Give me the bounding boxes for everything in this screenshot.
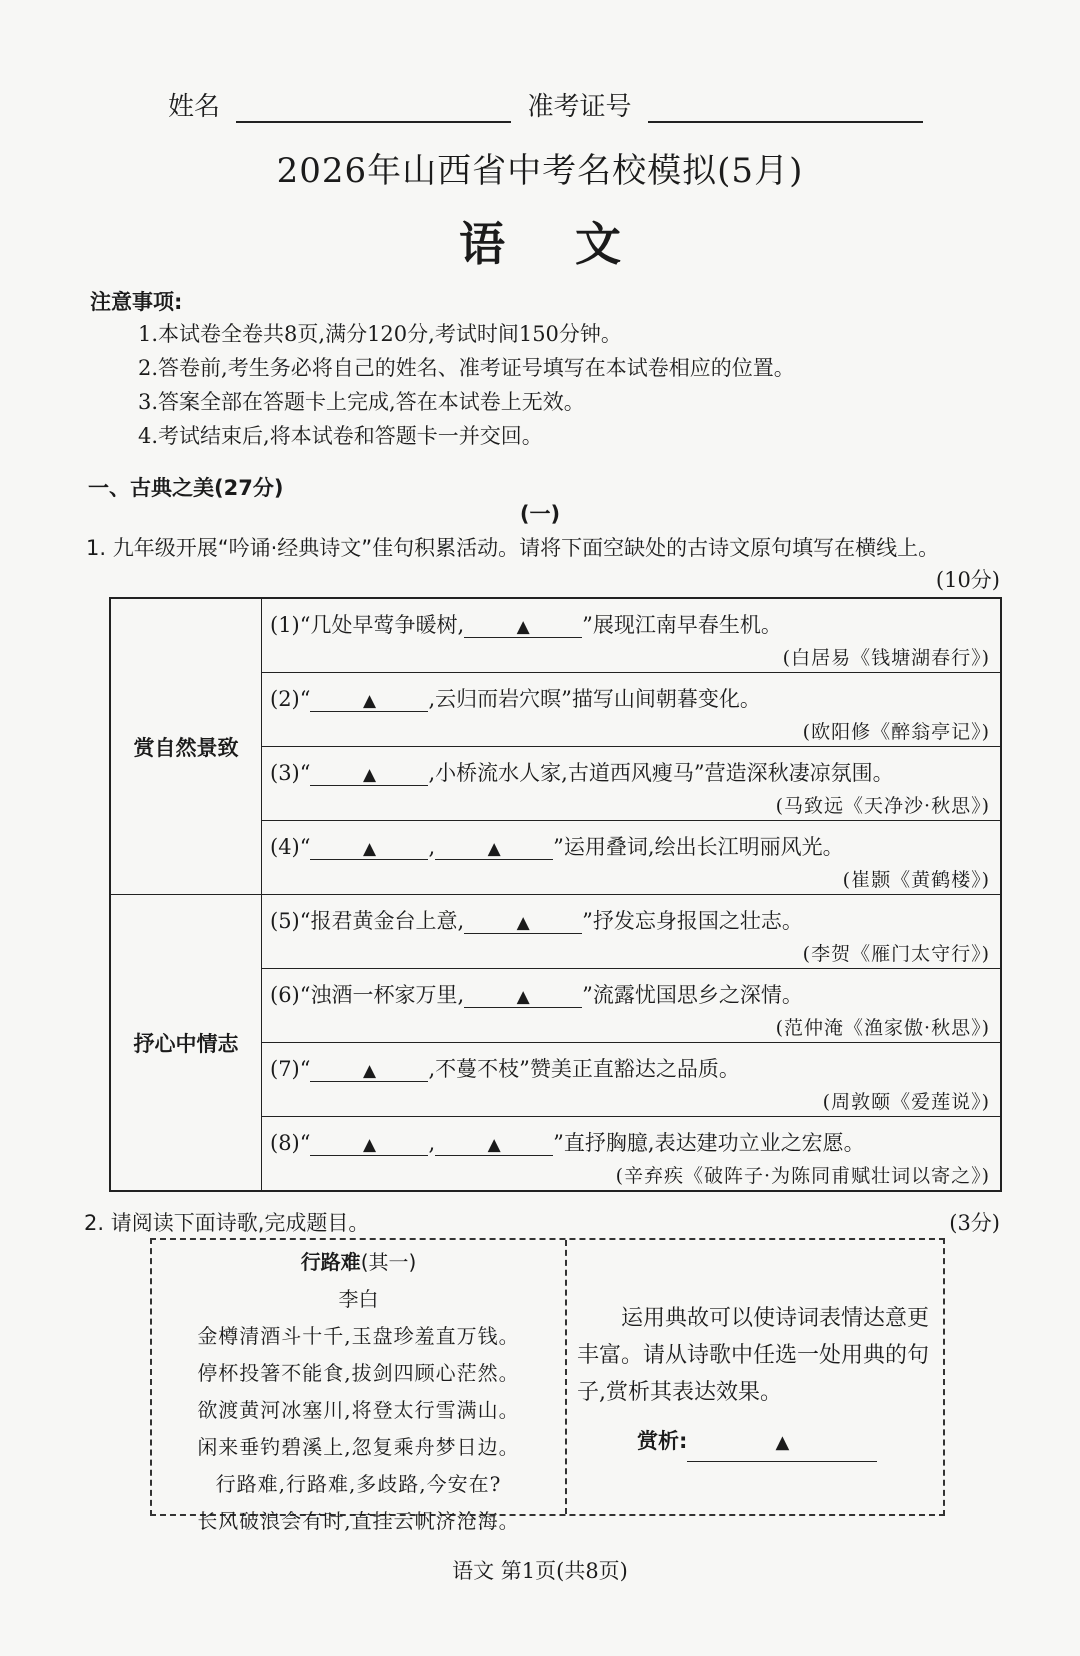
- exam-title: 2026年山西省中考名校模拟(5月): [276, 151, 804, 191]
- source-citation: (崔颢《黄鹤楼》): [842, 869, 990, 891]
- answer-blank[interactable]: ▲: [310, 839, 428, 860]
- answer-blank[interactable]: ▲: [464, 617, 582, 638]
- question-1-text: 1. 九年级开展“吟诵·经典诗文”佳句积累活动。请将下面空缺处的古诗文原句填写在横线上。: [86, 536, 940, 560]
- page-footer: 语文 第1页(共8页): [452, 1559, 628, 1583]
- fill-in-table: [109, 597, 1002, 1192]
- category-nature: 赏自然景致: [110, 598, 262, 895]
- question-2-text: 2. 请阅读下面诗歌,完成题目。: [84, 1211, 370, 1235]
- fill-item: [262, 969, 1002, 1043]
- sentence-prefix: (3)“: [270, 761, 311, 785]
- box-divider: [565, 1240, 567, 1514]
- section-title: 一、古典之美(27分): [88, 476, 284, 500]
- sentence-prefix: (6)“浊酒一杯家万里,: [270, 983, 465, 1007]
- table-row: [110, 895, 1001, 969]
- answer-blank[interactable]: ▲: [310, 1061, 428, 1082]
- sentence-middle: ,: [428, 835, 436, 859]
- part-title: (一): [519, 502, 561, 526]
- source-citation: (欧阳修《醉翁亭记》): [802, 721, 990, 743]
- fill-item-sentence: [270, 971, 990, 1009]
- exam-id-blank: [648, 97, 923, 123]
- fill-item: [262, 1117, 1002, 1192]
- appreciation-task: [577, 1300, 932, 1462]
- task-text: 运用典故可以使诗词表情达意更丰富。请从诗歌中任选一处用典的句子,赏析其表达效果。: [577, 1306, 930, 1405]
- answer-line: [577, 1423, 932, 1462]
- poem-line: 停杯投箸不能食,拔剑四顾心茫然。: [197, 1361, 520, 1385]
- fill-item-sentence: [270, 1045, 990, 1083]
- fill-item-sentence: [270, 601, 990, 639]
- poem-line: 欲渡黄河冰塞川,将登太行雪满山。: [197, 1398, 520, 1422]
- answer-blank[interactable]: ▲: [687, 1424, 877, 1462]
- sentence-suffix: ,云归而岩穴暝”描写山间朝暮变化。: [428, 687, 761, 711]
- poem-line: 金樽清酒斗十千,玉盘珍羞直万钱。: [197, 1324, 520, 1348]
- answer-blank[interactable]: ▲: [310, 691, 428, 712]
- note-item: 2.答卷前,考生务必将自己的姓名、准考证号填写在本试卷相应的位置。: [138, 356, 795, 380]
- note-item: 4.考试结束后,将本试卷和答题卡一并交回。: [138, 424, 543, 448]
- sentence-prefix: (4)“: [270, 835, 311, 859]
- fill-item-sentence: [270, 1119, 990, 1157]
- fill-item: [262, 747, 1002, 821]
- answer-label: 赏析:: [637, 1429, 688, 1453]
- sentence-suffix: ”直抒胸臆,表达建功立业之宏愿。: [553, 1131, 865, 1155]
- fill-item-sentence: [270, 749, 990, 787]
- answer-blank[interactable]: ▲: [310, 765, 428, 786]
- answer-blank[interactable]: ▲: [310, 1135, 428, 1156]
- subject-title: 语文: [459, 217, 691, 271]
- poem-box: [150, 1238, 945, 1533]
- source-citation: (李贺《雁门太守行》): [802, 943, 990, 965]
- poem-title: [152, 1246, 565, 1275]
- fill-item: [262, 895, 1002, 969]
- sentence-suffix: ”展现江南早春生机。: [582, 613, 782, 637]
- exam-id-label: 准考证号: [527, 92, 632, 122]
- sentence-prefix: (5)“报君黄金台上意,: [270, 909, 465, 933]
- fill-item: [262, 673, 1002, 747]
- sentence-suffix: ”运用叠词,绘出长江明丽风光。: [553, 835, 844, 859]
- table-row: [110, 598, 1001, 673]
- source-citation: (周敦颐《爱莲说》): [822, 1091, 990, 1113]
- category-emotion: 抒心中情志: [110, 895, 262, 1192]
- sentence-prefix: (2)“: [270, 687, 311, 711]
- fill-item: [262, 821, 1002, 895]
- sentence-prefix: (7)“: [270, 1057, 311, 1081]
- sentence-suffix: ,不蔓不枝”赞美正直豁达之品质。: [428, 1057, 740, 1081]
- sentence-prefix: (1)“几处早莺争暖树,: [270, 613, 465, 637]
- fill-item-sentence: [270, 675, 990, 713]
- sentence-middle: ,: [428, 1131, 436, 1155]
- name-label: 姓名: [168, 92, 221, 122]
- answer-blank[interactable]: ▲: [464, 987, 582, 1008]
- poem-line: 长风破浪会有时,直挂云帆济沧海。: [197, 1509, 520, 1533]
- question-1-score: (10分): [935, 568, 1000, 592]
- fill-item: [262, 598, 1002, 673]
- note-item: 3.答案全部在答题卡上完成,答在本试卷上无效。: [138, 390, 585, 414]
- poem-author: 李白: [338, 1287, 379, 1311]
- poem-subtitle: (其一): [360, 1250, 417, 1274]
- source-citation: (范仲淹《渔家傲·秋思》): [775, 1017, 990, 1039]
- notes-title: 注意事项:: [90, 290, 183, 314]
- source-citation: (马致远《天净沙·秋思》): [775, 795, 990, 817]
- answer-blank[interactable]: ▲: [435, 1135, 553, 1156]
- poem-title-text: 行路难: [300, 1250, 361, 1274]
- source-citation: (白居易《钱塘湖春行》): [782, 647, 990, 669]
- poem: [152, 1240, 565, 1534]
- fill-item-sentence: [270, 897, 990, 935]
- answer-blank[interactable]: ▲: [464, 913, 582, 934]
- fill-item-sentence: [270, 823, 990, 861]
- name-blank: [236, 97, 511, 123]
- fill-item: [262, 1043, 1002, 1117]
- source-citation: (辛弃疾《破阵子·为陈同甫赋壮词以寄之》): [615, 1165, 990, 1187]
- question-2-score: (3分): [949, 1211, 1000, 1235]
- candidate-info-line: [168, 86, 923, 123]
- poem-line: 闲来垂钓碧溪上,忽复乘舟梦日边。: [197, 1435, 520, 1459]
- sentence-suffix: ”流露忧国思乡之深情。: [582, 983, 803, 1007]
- note-item: 1.本试卷全卷共8页,满分120分,考试时间150分钟。: [138, 322, 622, 346]
- sentence-prefix: (8)“: [270, 1131, 311, 1155]
- sentence-suffix: ”抒发忘身报国之壮志。: [582, 909, 803, 933]
- sentence-suffix: ,小桥流水人家,古道西风瘦马”营造深秋凄凉氛围。: [428, 761, 894, 785]
- poem-line: 行路难,行路难,多歧路,今安在?: [215, 1472, 502, 1496]
- answer-blank[interactable]: ▲: [435, 839, 553, 860]
